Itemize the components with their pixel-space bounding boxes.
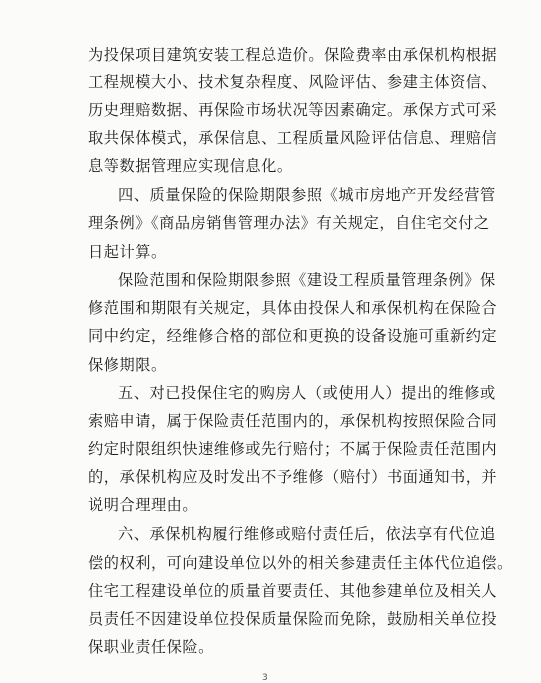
text-line: 工程规模大小、技术复杂程度、风险评估、参建主体资信、 <box>88 73 498 91</box>
text-line: 索赔申请，属于保险责任范围内的，承保机构按照保险合同 <box>88 412 498 430</box>
text-line: 日起计算。 <box>88 243 167 261</box>
text-line: 理条例》《商品房销售管理办法》有关规定，自住宅交付之 <box>88 214 490 232</box>
text-line: 约定时限组织快速维修或先行赔付；不属于保险责任范围内 <box>88 440 498 458</box>
text-line: 五、对已投保住宅的购房人（或使用人）提出的维修或 <box>118 384 496 402</box>
text-line: 六、承保机构履行维修或赔付责任后，依法享有代位追 <box>118 525 496 543</box>
text-line: 为投保项目建筑安装工程总造价。保险费率由承保机构根据 <box>88 46 498 64</box>
text-line: 员责任不因建设单位投保质量保险而免除，鼓励相关单位投 <box>88 610 498 628</box>
text-line: 保险范围和保险期限参照《建设工程质量管理条例》保 <box>118 271 496 289</box>
text-line: 取共保体模式，承保信息、工程质量风险评估信息、理赔信 <box>88 129 498 147</box>
text-line: 保职业责任保险。 <box>88 638 214 656</box>
text-line: 住宅工程建设单位的质量首要责任、其他参建单位及相关人 <box>88 582 498 600</box>
text-line: 历史理赔数据、再保险市场状况等因素确定。承保方式可采 <box>88 101 498 119</box>
text-line: 息等数据管理应实现信息化。 <box>88 157 293 175</box>
text-line: 同中约定，经维修合格的部位和更换的设备设施可重新约定 <box>88 327 498 345</box>
text-line: 的，承保机构应及时发出不予维修（赔付）书面通知书，并 <box>88 468 498 486</box>
text-line: 偿的权利，可向建设单位以外的相关参建责任主体代位追偿。 <box>88 554 513 572</box>
text-line: 说明合理理由。 <box>88 496 199 514</box>
text-line: 修范围和期限有关规定，具体由投保人和承保机构在保险合 <box>88 299 498 317</box>
page-number: 3 <box>262 673 268 683</box>
text-line: 保修期限。 <box>88 356 167 374</box>
text-line: 四、质量保险的保险期限参照《城市房地产开发经营管 <box>118 186 496 204</box>
